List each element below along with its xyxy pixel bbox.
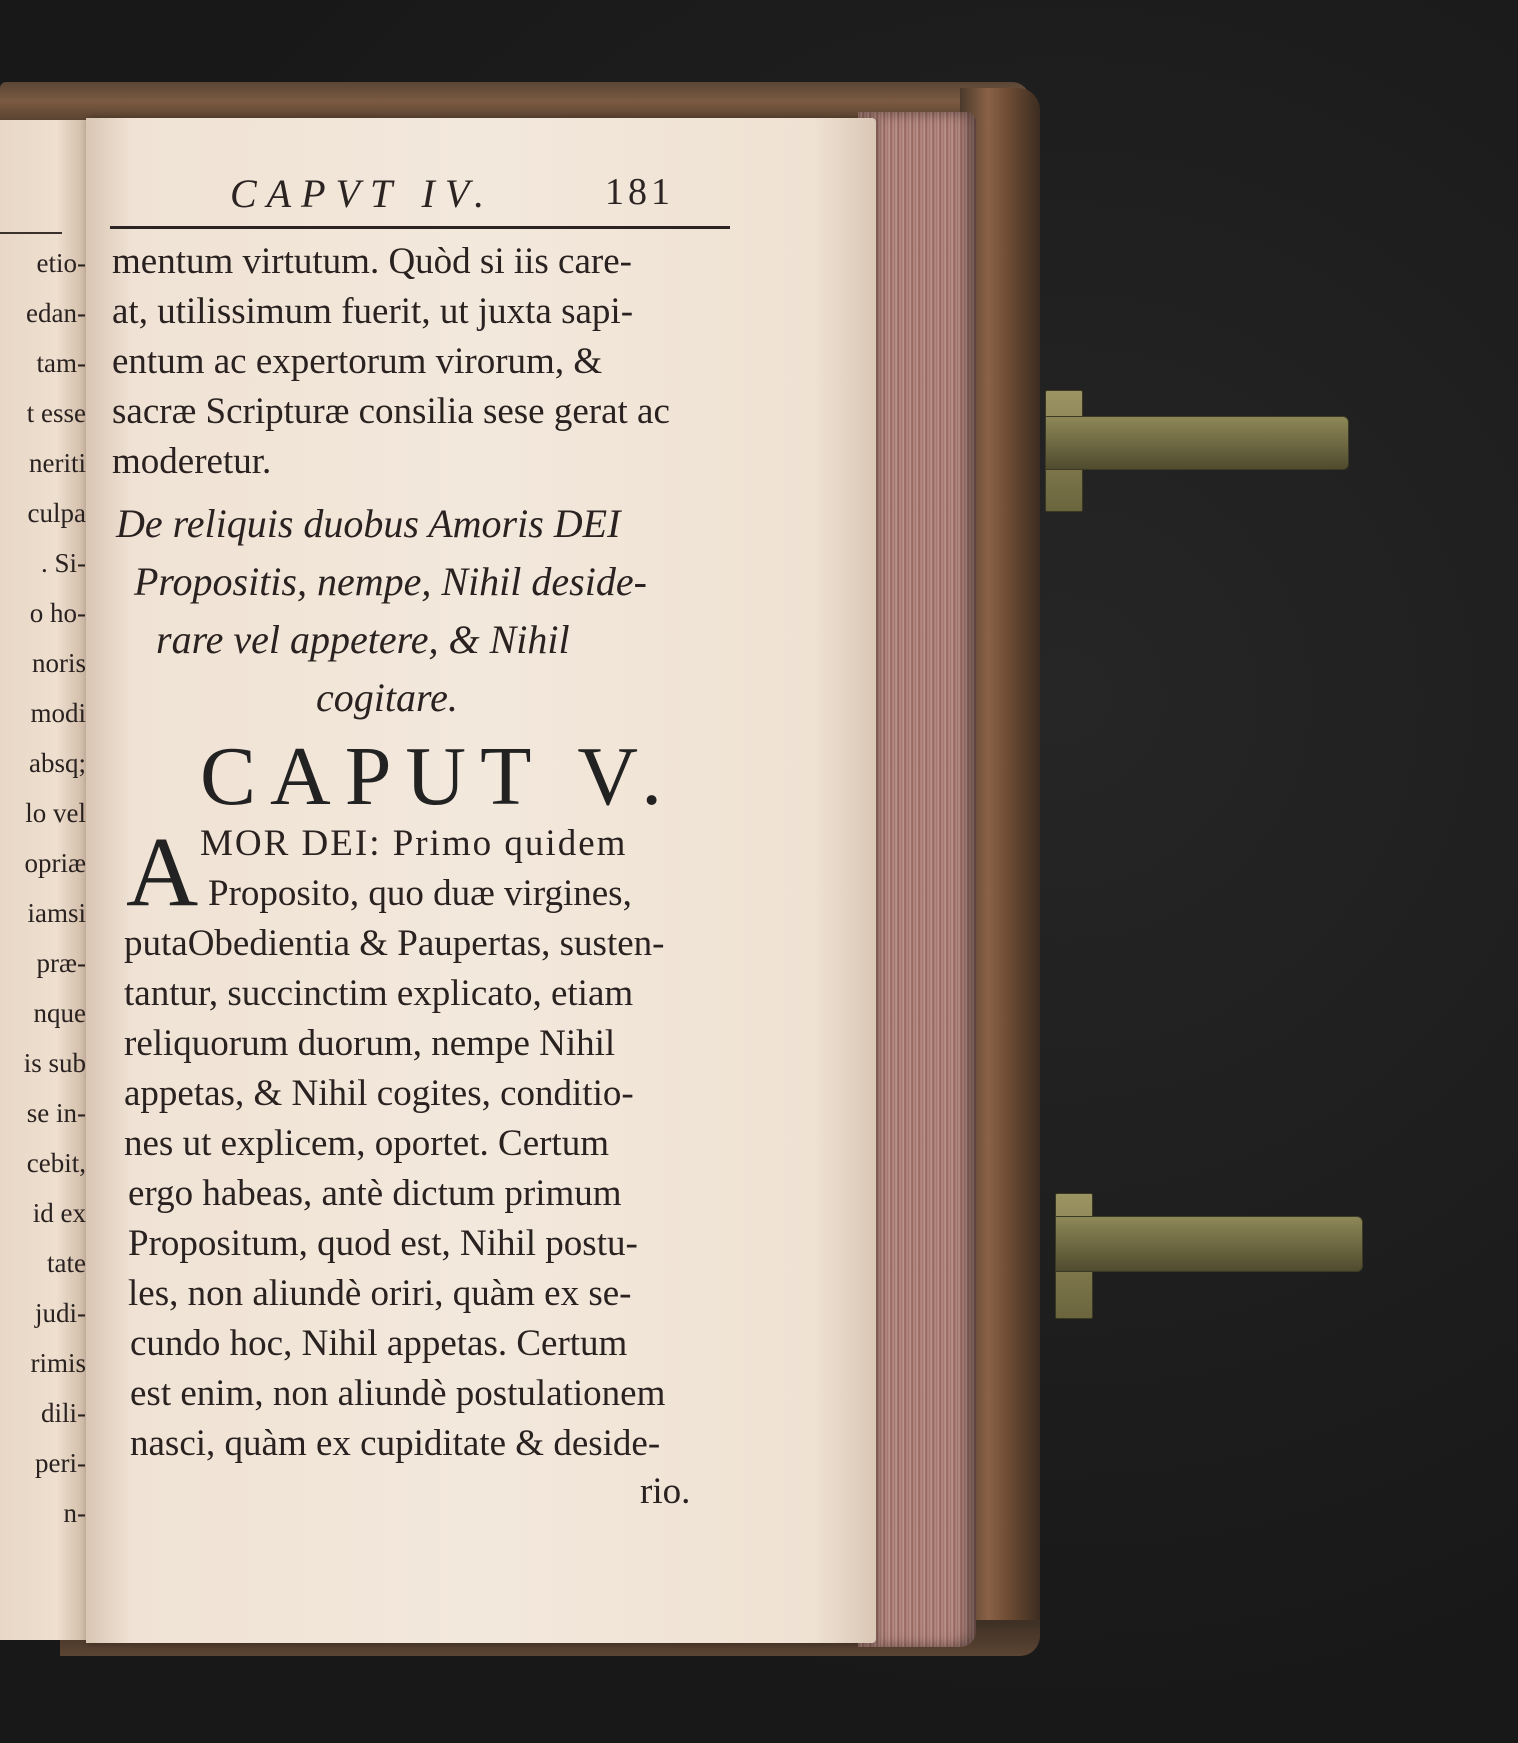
body-line: reliquorum duorum, nempe Nihil	[124, 1023, 616, 1064]
body-line: nes ut explicem, oportet. Certum	[124, 1123, 609, 1164]
left-line: judi-	[35, 1298, 86, 1328]
chapter-title: CAPUT V.	[200, 730, 677, 823]
top-paragraph-line: entum ac expertorum virorum, &	[112, 341, 603, 382]
body-line: les, non aliundè oriri, quàm ex se-	[128, 1273, 632, 1314]
top-paragraph-line: at, utilissimum fuerit, ut juxta sapi-	[112, 291, 634, 332]
body-line: ergo habeas, antè dictum primum	[128, 1173, 622, 1214]
section-heading-line: De reliquis duobus Amoris DEI	[116, 501, 621, 546]
left-line: modi	[30, 698, 86, 728]
catchword: rio.	[640, 1471, 691, 1512]
left-line: n-	[63, 1498, 86, 1528]
left-line: neriti	[29, 448, 86, 478]
left-line: noris	[32, 648, 86, 678]
lower-clasp	[1055, 1216, 1363, 1272]
upper-clasp	[1045, 416, 1349, 470]
body-line: est enim, non aliundè postulationem	[130, 1373, 666, 1414]
left-line: præ-	[36, 948, 86, 978]
top-paragraph-line: mentum virtutum. Quòd si iis care-	[112, 241, 632, 282]
running-head-title: CAPVT IV.	[230, 171, 495, 216]
left-line: dili-	[41, 1398, 86, 1428]
top-paragraph-line: moderetur.	[112, 441, 272, 482]
body-line: appetas, & Nihil cogites, conditio-	[124, 1073, 634, 1114]
body-line: Propositum, quod est, Nihil postu-	[128, 1223, 638, 1264]
left-line: tate	[47, 1248, 86, 1278]
left-line: . Si-	[40, 548, 86, 578]
left-line: t esse	[26, 398, 86, 428]
left-line: absq;	[29, 748, 86, 778]
left-page-fragment	[0, 120, 94, 1640]
left-line: rimis	[30, 1348, 86, 1378]
body-line: cundo hoc, Nihil appetas. Certum	[130, 1323, 628, 1364]
section-heading-line: cogitare.	[316, 675, 458, 720]
section-heading-line: Propositis, nempe, Nihil deside-	[134, 559, 647, 604]
section-heading-line: rare vel appetere, & Nihil	[156, 617, 570, 662]
left-line: o ho-	[29, 598, 86, 628]
left-line: cebit,	[26, 1148, 86, 1178]
left-line: id ex	[32, 1198, 86, 1228]
body-line: tantur, succinctim explicato, etiam	[124, 973, 634, 1014]
left-line: edan-	[26, 298, 86, 328]
running-head-rule	[110, 226, 730, 229]
left-line: peri-	[35, 1448, 86, 1478]
left-line: opriæ	[24, 848, 86, 878]
left-page-rule	[0, 232, 62, 234]
body-line: MOR DEI: Primo quidem	[200, 823, 628, 864]
drop-cap: A	[126, 816, 199, 927]
top-paragraph-line: sacræ Scripturæ consilia sese gerat ac	[112, 391, 670, 432]
left-line: nque	[33, 998, 86, 1028]
left-line: is sub	[23, 1048, 86, 1078]
left-line: iamsi	[27, 898, 86, 928]
body-line: putaObedientia & Paupertas, susten-	[124, 923, 665, 964]
page-number: 181	[605, 171, 674, 213]
left-line: lo vel	[25, 798, 86, 828]
body-line: nasci, quàm ex cupiditate & deside-	[130, 1423, 661, 1464]
body-line: Proposito, quo duæ virgines,	[208, 873, 632, 914]
left-line: tam-	[36, 348, 86, 378]
left-line: se in-	[26, 1098, 86, 1128]
left-line: etio-	[36, 248, 86, 278]
left-line: culpa	[27, 498, 86, 528]
